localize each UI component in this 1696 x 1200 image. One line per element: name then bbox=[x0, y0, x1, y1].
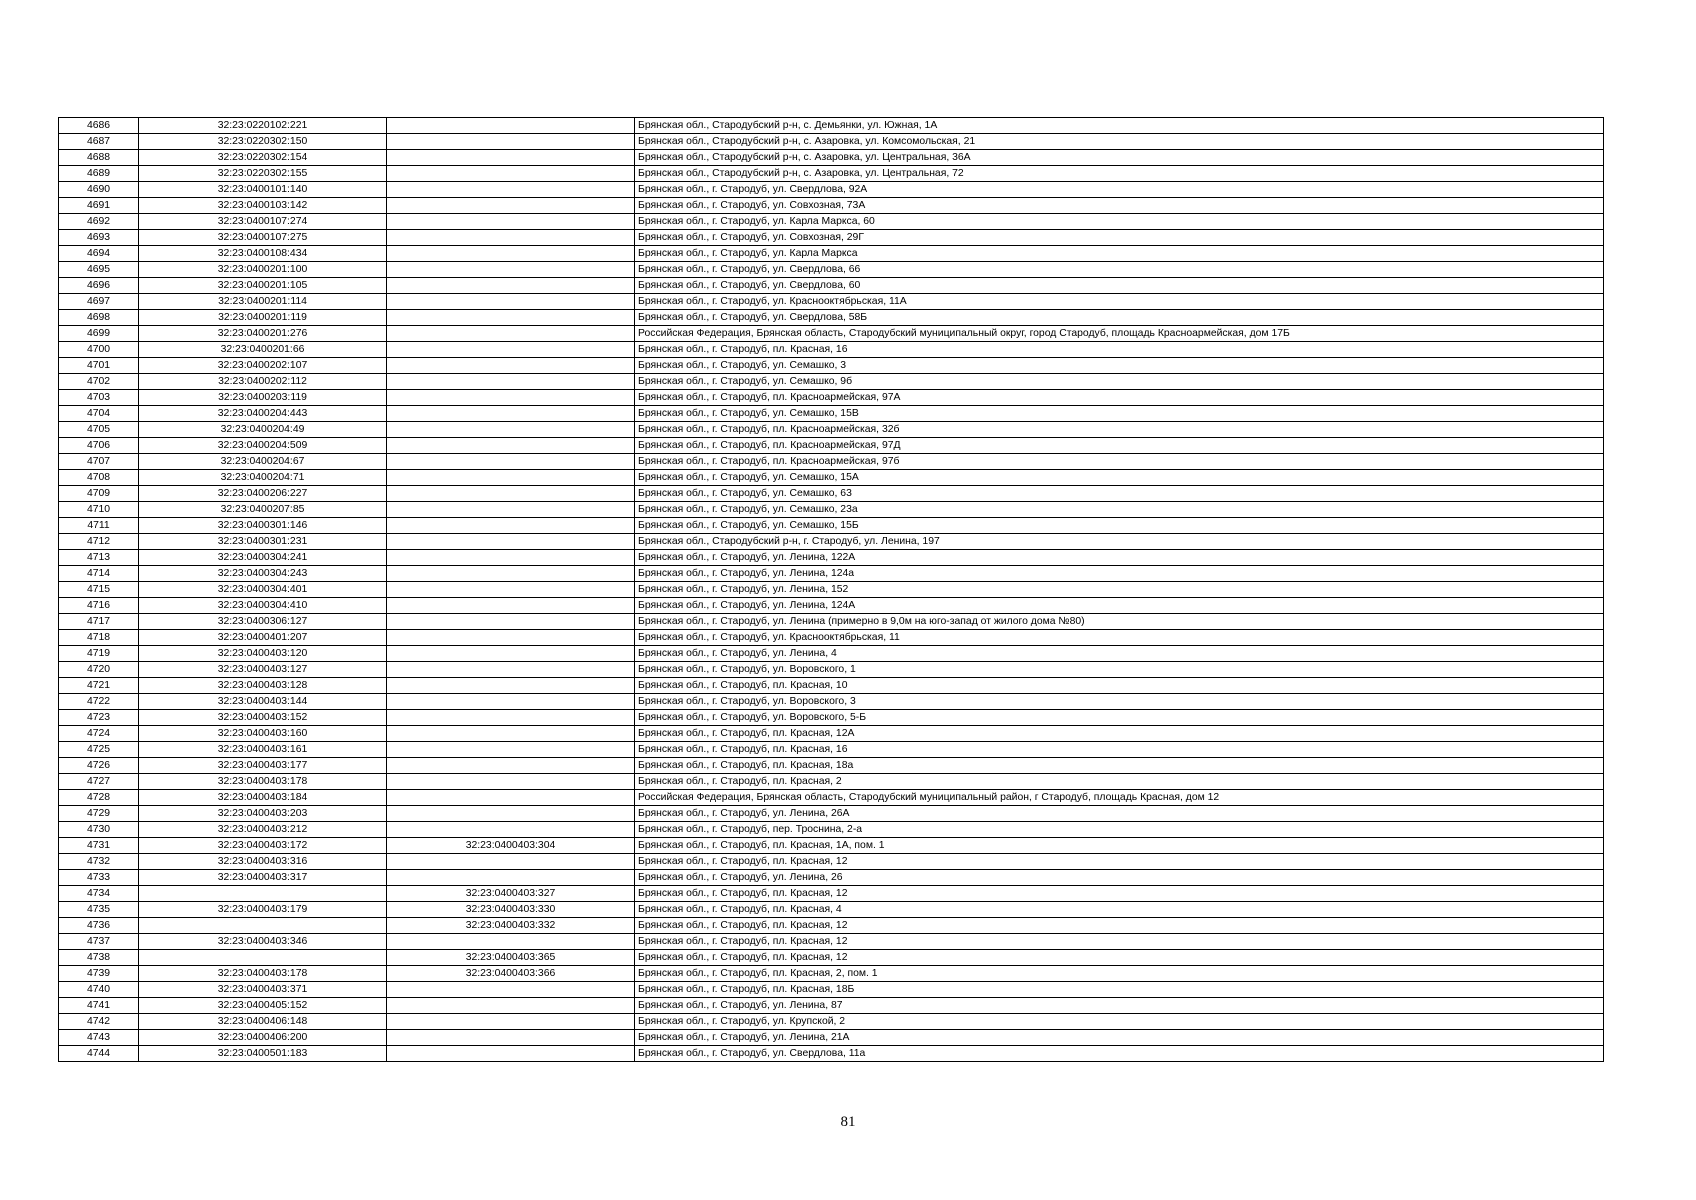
row-number-cell: 4723 bbox=[59, 710, 139, 726]
cadastral-number-cell: 32:23:0220102:221 bbox=[139, 118, 387, 134]
row-number-cell: 4701 bbox=[59, 358, 139, 374]
table-row bbox=[59, 406, 1604, 422]
parent-cadastral-number-cell: 32:23:0400403:304 bbox=[387, 838, 635, 854]
table-row bbox=[59, 726, 1604, 742]
address-cell: Брянская обл., г. Стародуб, пл. Красная, 18а bbox=[635, 758, 1604, 774]
row-number-cell: 4689 bbox=[59, 166, 139, 182]
table-row bbox=[59, 822, 1604, 838]
row-number-cell: 4717 bbox=[59, 614, 139, 630]
cadastral-number-cell: 32:23:0400401:207 bbox=[139, 630, 387, 646]
cadastral-number-cell bbox=[139, 918, 387, 934]
page-number: 81 bbox=[840, 1114, 856, 1130]
address-cell: Брянская обл., г. Стародуб, ул. Ленина, 26А bbox=[635, 806, 1604, 822]
row-number-cell: 4732 bbox=[59, 854, 139, 870]
parent-cadastral-number-cell bbox=[387, 806, 635, 822]
row-number-cell: 4707 bbox=[59, 454, 139, 470]
parent-cadastral-number-cell bbox=[387, 550, 635, 566]
row-number-cell: 4736 bbox=[59, 918, 139, 934]
row-number-cell: 4692 bbox=[59, 214, 139, 230]
table-row bbox=[59, 534, 1604, 550]
address-cell: Брянская обл., г. Стародуб, ул. Семашко, 23а bbox=[635, 502, 1604, 518]
registry-table-body bbox=[59, 118, 1604, 1062]
row-number-cell: 4710 bbox=[59, 502, 139, 518]
row-number-cell: 4718 bbox=[59, 630, 139, 646]
cadastral-number-cell: 32:23:0400201:66 bbox=[139, 342, 387, 358]
table-row bbox=[59, 214, 1604, 230]
parent-cadastral-number-cell: 32:23:0400403:327 bbox=[387, 886, 635, 902]
address-cell: Брянская обл., г. Стародуб, ул. Ленина, 152 bbox=[635, 582, 1604, 598]
cadastral-number-cell: 32:23:0400403:172 bbox=[139, 838, 387, 854]
address-cell: Брянская обл., г. Стародуб, ул. Карла Маркса, 60 bbox=[635, 214, 1604, 230]
parent-cadastral-number-cell bbox=[387, 582, 635, 598]
table-row bbox=[59, 774, 1604, 790]
cadastral-number-cell: 32:23:0400202:107 bbox=[139, 358, 387, 374]
table-row bbox=[59, 662, 1604, 678]
parent-cadastral-number-cell bbox=[387, 150, 635, 166]
cadastral-number-cell: 32:23:0400403:160 bbox=[139, 726, 387, 742]
address-cell: Брянская обл., г. Стародуб, ул. Крупской, 2 bbox=[635, 1014, 1604, 1030]
parent-cadastral-number-cell bbox=[387, 854, 635, 870]
row-number-cell: 4687 bbox=[59, 134, 139, 150]
row-number-cell: 4727 bbox=[59, 774, 139, 790]
row-number-cell: 4733 bbox=[59, 870, 139, 886]
table-row bbox=[59, 950, 1604, 966]
address-cell: Брянская обл., г. Стародуб, ул. Семашко, 15А bbox=[635, 470, 1604, 486]
address-cell: Брянская обл., г. Стародуб, пл. Красная, 1А, пом. 1 bbox=[635, 838, 1604, 854]
address-cell: Брянская обл., г. Стародуб, пл. Красная, 12 bbox=[635, 918, 1604, 934]
table-row bbox=[59, 758, 1604, 774]
address-cell: Брянская обл., г. Стародуб, ул. Ленина, 124а bbox=[635, 566, 1604, 582]
cadastral-number-cell: 32:23:0400204:71 bbox=[139, 470, 387, 486]
row-number-cell: 4695 bbox=[59, 262, 139, 278]
parent-cadastral-number-cell bbox=[387, 790, 635, 806]
row-number-cell: 4726 bbox=[59, 758, 139, 774]
parent-cadastral-number-cell bbox=[387, 726, 635, 742]
parent-cadastral-number-cell bbox=[387, 758, 635, 774]
address-cell: Брянская обл., г. Стародуб, пл. Красноармейская, 97Д bbox=[635, 438, 1604, 454]
cadastral-number-cell: 32:23:0400501:183 bbox=[139, 1046, 387, 1062]
table-row bbox=[59, 790, 1604, 806]
table-row bbox=[59, 870, 1604, 886]
row-number-cell: 4740 bbox=[59, 982, 139, 998]
parent-cadastral-number-cell bbox=[387, 326, 635, 342]
parent-cadastral-number-cell: 32:23:0400403:330 bbox=[387, 902, 635, 918]
parent-cadastral-number-cell: 32:23:0400403:332 bbox=[387, 918, 635, 934]
table-row bbox=[59, 742, 1604, 758]
row-number-cell: 4712 bbox=[59, 534, 139, 550]
address-cell: Брянская обл., г. Стародуб, ул. Семашко, 15В bbox=[635, 406, 1604, 422]
table-row bbox=[59, 182, 1604, 198]
row-number-cell: 4734 bbox=[59, 886, 139, 902]
address-cell: Российская Федерация, Брянская область, Стародубский муниципальный округ, город Стародуб, площадь Красноармейская, дом 17Б bbox=[635, 326, 1604, 342]
row-number-cell: 4741 bbox=[59, 998, 139, 1014]
address-cell: Брянская обл., г. Стародуб, ул. Свердлова, 58Б bbox=[635, 310, 1604, 326]
row-number-cell: 4711 bbox=[59, 518, 139, 534]
address-cell: Брянская обл., г. Стародуб, ул. Семашко, 3 bbox=[635, 358, 1604, 374]
table-row bbox=[59, 582, 1604, 598]
address-cell: Брянская обл., г. Стародуб, пл. Красная, 12 bbox=[635, 854, 1604, 870]
parent-cadastral-number-cell bbox=[387, 534, 635, 550]
row-number-cell: 4694 bbox=[59, 246, 139, 262]
row-number-cell: 4739 bbox=[59, 966, 139, 982]
parent-cadastral-number-cell bbox=[387, 246, 635, 262]
table-row bbox=[59, 358, 1604, 374]
parent-cadastral-number-cell bbox=[387, 982, 635, 998]
parent-cadastral-number-cell bbox=[387, 438, 635, 454]
table-row bbox=[59, 198, 1604, 214]
table-row bbox=[59, 518, 1604, 534]
row-number-cell: 4725 bbox=[59, 742, 139, 758]
parent-cadastral-number-cell bbox=[387, 710, 635, 726]
cadastral-number-cell: 32:23:0400406:148 bbox=[139, 1014, 387, 1030]
table-row bbox=[59, 614, 1604, 630]
table-row bbox=[59, 294, 1604, 310]
address-cell: Брянская обл., г. Стародуб, ул. Воровского, 3 bbox=[635, 694, 1604, 710]
address-cell: Брянская обл., Стародубский р-н, с. Демьянки, ул. Южная, 1А bbox=[635, 118, 1604, 134]
row-number-cell: 4699 bbox=[59, 326, 139, 342]
cadastral-number-cell: 32:23:0400403:317 bbox=[139, 870, 387, 886]
row-number-cell: 4721 bbox=[59, 678, 139, 694]
address-cell: Брянская обл., г. Стародуб, пл. Красная, 2, пом. 1 bbox=[635, 966, 1604, 982]
table-row bbox=[59, 326, 1604, 342]
row-number-cell: 4720 bbox=[59, 662, 139, 678]
row-number-cell: 4698 bbox=[59, 310, 139, 326]
table-row bbox=[59, 502, 1604, 518]
row-number-cell: 4728 bbox=[59, 790, 139, 806]
cadastral-number-cell: 32:23:0400403:346 bbox=[139, 934, 387, 950]
table-row bbox=[59, 982, 1604, 998]
cadastral-number-cell: 32:23:0400304:401 bbox=[139, 582, 387, 598]
parent-cadastral-number-cell bbox=[387, 742, 635, 758]
row-number-cell: 4697 bbox=[59, 294, 139, 310]
row-number-cell: 4730 bbox=[59, 822, 139, 838]
row-number-cell: 4691 bbox=[59, 198, 139, 214]
table-row bbox=[59, 1030, 1604, 1046]
address-cell: Брянская обл., г. Стародуб, пл. Красная, 4 bbox=[635, 902, 1604, 918]
cadastral-number-cell: 32:23:0400204:67 bbox=[139, 454, 387, 470]
address-cell: Брянская обл., г. Стародуб, пл. Красноармейская, 32б bbox=[635, 422, 1604, 438]
row-number-cell: 4704 bbox=[59, 406, 139, 422]
parent-cadastral-number-cell bbox=[387, 630, 635, 646]
parent-cadastral-number-cell bbox=[387, 342, 635, 358]
table-row bbox=[59, 918, 1604, 934]
row-number-cell: 4703 bbox=[59, 390, 139, 406]
address-cell: Брянская обл., г. Стародуб, ул. Ленина, 124А bbox=[635, 598, 1604, 614]
row-number-cell: 4709 bbox=[59, 486, 139, 502]
row-number-cell: 4700 bbox=[59, 342, 139, 358]
table-row bbox=[59, 806, 1604, 822]
row-number-cell: 4690 bbox=[59, 182, 139, 198]
registry-table bbox=[58, 117, 1604, 1062]
row-number-cell: 4714 bbox=[59, 566, 139, 582]
row-number-cell: 4688 bbox=[59, 150, 139, 166]
table-row bbox=[59, 710, 1604, 726]
table-row bbox=[59, 422, 1604, 438]
parent-cadastral-number-cell bbox=[387, 166, 635, 182]
row-number-cell: 4706 bbox=[59, 438, 139, 454]
cadastral-number-cell: 32:23:0400403:184 bbox=[139, 790, 387, 806]
address-cell: Брянская обл., г. Стародуб, ул. Свердлова, 60 bbox=[635, 278, 1604, 294]
cadastral-number-cell: 32:23:0400304:243 bbox=[139, 566, 387, 582]
address-cell: Брянская обл., г. Стародуб, пер. Троснина, 2-а bbox=[635, 822, 1604, 838]
cadastral-number-cell: 32:23:0400201:100 bbox=[139, 262, 387, 278]
cadastral-number-cell: 32:23:0400403:203 bbox=[139, 806, 387, 822]
address-cell: Брянская обл., Стародубский р-н, г. Стародуб, ул. Ленина, 197 bbox=[635, 534, 1604, 550]
cadastral-number-cell: 32:23:0400403:128 bbox=[139, 678, 387, 694]
parent-cadastral-number-cell bbox=[387, 230, 635, 246]
row-number-cell: 4713 bbox=[59, 550, 139, 566]
cadastral-number-cell: 32:23:0400201:276 bbox=[139, 326, 387, 342]
address-cell: Брянская обл., г. Стародуб, пл. Красная, 12 bbox=[635, 934, 1604, 950]
address-cell: Брянская обл., г. Стародуб, пл. Красноармейская, 97А bbox=[635, 390, 1604, 406]
address-cell: Брянская обл., г. Стародуб, ул. Ленина (примерно в 9,0м на юго-запад от жилого дома №80) bbox=[635, 614, 1604, 630]
address-cell: Брянская обл., г. Стародуб, ул. Свердлова, 11а bbox=[635, 1046, 1604, 1062]
row-number-cell: 4743 bbox=[59, 1030, 139, 1046]
table-row bbox=[59, 678, 1604, 694]
table-row bbox=[59, 246, 1604, 262]
address-cell: Российская Федерация, Брянская область, Стародубский муниципальный район, г Стародуб, площадь Красная, дом 12 bbox=[635, 790, 1604, 806]
address-cell: Брянская обл., г. Стародуб, ул. Свердлова, 66 bbox=[635, 262, 1604, 278]
address-cell: Брянская обл., Стародубский р-н, с. Азаровка, ул. Центральная, 36А bbox=[635, 150, 1604, 166]
parent-cadastral-number-cell bbox=[387, 198, 635, 214]
address-cell: Брянская обл., г. Стародуб, ул. Ленина, 26 bbox=[635, 870, 1604, 886]
cadastral-number-cell: 32:23:0400403:212 bbox=[139, 822, 387, 838]
parent-cadastral-number-cell: 32:23:0400403:366 bbox=[387, 966, 635, 982]
table-row bbox=[59, 438, 1604, 454]
parent-cadastral-number-cell bbox=[387, 406, 635, 422]
address-cell: Брянская обл., г. Стародуб, ул. Краснооктябрьская, 11А bbox=[635, 294, 1604, 310]
table-row bbox=[59, 838, 1604, 854]
cadastral-number-cell: 32:23:0400206:227 bbox=[139, 486, 387, 502]
row-number-cell: 4742 bbox=[59, 1014, 139, 1030]
cadastral-number-cell: 32:23:0220302:155 bbox=[139, 166, 387, 182]
parent-cadastral-number-cell bbox=[387, 422, 635, 438]
cadastral-number-cell: 32:23:0400108:434 bbox=[139, 246, 387, 262]
cadastral-number-cell: 32:23:0400406:200 bbox=[139, 1030, 387, 1046]
address-cell: Брянская обл., г. Стародуб, ул. Воровского, 1 bbox=[635, 662, 1604, 678]
row-number-cell: 4737 bbox=[59, 934, 139, 950]
table-row bbox=[59, 1046, 1604, 1062]
parent-cadastral-number-cell bbox=[387, 598, 635, 614]
address-cell: Брянская обл., г. Стародуб, пл. Красная, 16 bbox=[635, 742, 1604, 758]
parent-cadastral-number-cell bbox=[387, 390, 635, 406]
address-cell: Брянская обл., г. Стародуб, ул. Ленина, 21А bbox=[635, 1030, 1604, 1046]
address-cell: Брянская обл., г. Стародуб, пл. Красноармейская, 97б bbox=[635, 454, 1604, 470]
cadastral-number-cell: 32:23:0400403:371 bbox=[139, 982, 387, 998]
parent-cadastral-number-cell bbox=[387, 470, 635, 486]
cadastral-number-cell: 32:23:0400403:178 bbox=[139, 774, 387, 790]
cadastral-number-cell: 32:23:0400103:142 bbox=[139, 198, 387, 214]
cadastral-number-cell: 32:23:0220302:150 bbox=[139, 134, 387, 150]
table-row bbox=[59, 486, 1604, 502]
cadastral-number-cell: 32:23:0400107:275 bbox=[139, 230, 387, 246]
address-cell: Брянская обл., г. Стародуб, ул. Ленина, 4 bbox=[635, 646, 1604, 662]
address-cell: Брянская обл., г. Стародуб, ул. Краснооктябрьская, 11 bbox=[635, 630, 1604, 646]
parent-cadastral-number-cell bbox=[387, 502, 635, 518]
parent-cadastral-number-cell bbox=[387, 518, 635, 534]
table-row bbox=[59, 310, 1604, 326]
cadastral-number-cell: 32:23:0400101:140 bbox=[139, 182, 387, 198]
table-row bbox=[59, 1014, 1604, 1030]
row-number-cell: 4702 bbox=[59, 374, 139, 390]
table-row bbox=[59, 150, 1604, 166]
row-number-cell: 4705 bbox=[59, 422, 139, 438]
cadastral-number-cell bbox=[139, 886, 387, 902]
table-row bbox=[59, 118, 1604, 134]
row-number-cell: 4708 bbox=[59, 470, 139, 486]
address-cell: Брянская обл., г. Стародуб, ул. Совхозная, 73А bbox=[635, 198, 1604, 214]
cadastral-number-cell: 32:23:0400301:231 bbox=[139, 534, 387, 550]
cadastral-number-cell: 32:23:0400107:274 bbox=[139, 214, 387, 230]
parent-cadastral-number-cell bbox=[387, 694, 635, 710]
cadastral-number-cell: 32:23:0400403:161 bbox=[139, 742, 387, 758]
cadastral-number-cell: 32:23:0400403:152 bbox=[139, 710, 387, 726]
cadastral-number-cell: 32:23:0400201:105 bbox=[139, 278, 387, 294]
cadastral-number-cell: 32:23:0400301:146 bbox=[139, 518, 387, 534]
table-row bbox=[59, 854, 1604, 870]
parent-cadastral-number-cell bbox=[387, 294, 635, 310]
cadastral-number-cell: 32:23:0400201:119 bbox=[139, 310, 387, 326]
table-row bbox=[59, 646, 1604, 662]
address-cell: Брянская обл., г. Стародуб, ул. Воровского, 5-Б bbox=[635, 710, 1604, 726]
address-cell: Брянская обл., г. Стародуб, пл. Красная, 10 bbox=[635, 678, 1604, 694]
table-row bbox=[59, 694, 1604, 710]
table-row bbox=[59, 470, 1604, 486]
address-cell: Брянская обл., г. Стародуб, ул. Семашко, 9б bbox=[635, 374, 1604, 390]
address-cell: Брянская обл., г. Стародуб, пл. Красная, 12 bbox=[635, 950, 1604, 966]
row-number-cell: 4744 bbox=[59, 1046, 139, 1062]
cadastral-number-cell: 32:23:0400403:178 bbox=[139, 966, 387, 982]
cadastral-number-cell: 32:23:0400203:119 bbox=[139, 390, 387, 406]
row-number-cell: 4686 bbox=[59, 118, 139, 134]
address-cell: Брянская обл., г. Стародуб, ул. Ленина, 122А bbox=[635, 550, 1604, 566]
parent-cadastral-number-cell bbox=[387, 262, 635, 278]
cadastral-number-cell: 32:23:0400403:127 bbox=[139, 662, 387, 678]
address-cell: Брянская обл., г. Стародуб, пл. Красная, 16 bbox=[635, 342, 1604, 358]
parent-cadastral-number-cell bbox=[387, 774, 635, 790]
table-row bbox=[59, 262, 1604, 278]
cadastral-number-cell: 32:23:0400204:509 bbox=[139, 438, 387, 454]
cadastral-number-cell: 32:23:0400202:112 bbox=[139, 374, 387, 390]
cadastral-number-cell: 32:23:0400306:127 bbox=[139, 614, 387, 630]
table-row bbox=[59, 566, 1604, 582]
parent-cadastral-number-cell bbox=[387, 454, 635, 470]
address-cell: Брянская обл., Стародубский р-н, с. Азаровка, ул. Комсомольская, 21 bbox=[635, 134, 1604, 150]
cadastral-number-cell: 32:23:0400405:152 bbox=[139, 998, 387, 1014]
cadastral-number-cell bbox=[139, 950, 387, 966]
cadastral-number-cell: 32:23:0400304:410 bbox=[139, 598, 387, 614]
parent-cadastral-number-cell bbox=[387, 182, 635, 198]
table-row bbox=[59, 166, 1604, 182]
parent-cadastral-number-cell: 32:23:0400403:365 bbox=[387, 950, 635, 966]
cadastral-number-cell: 32:23:0400304:241 bbox=[139, 550, 387, 566]
parent-cadastral-number-cell bbox=[387, 1030, 635, 1046]
address-cell: Брянская обл., г. Стародуб, ул. Карла Маркса bbox=[635, 246, 1604, 262]
parent-cadastral-number-cell bbox=[387, 646, 635, 662]
parent-cadastral-number-cell bbox=[387, 486, 635, 502]
table-row bbox=[59, 886, 1604, 902]
parent-cadastral-number-cell bbox=[387, 118, 635, 134]
parent-cadastral-number-cell bbox=[387, 278, 635, 294]
table-row bbox=[59, 374, 1604, 390]
address-cell: Брянская обл., г. Стародуб, пл. Красная, 12 bbox=[635, 886, 1604, 902]
address-cell: Брянская обл., г. Стародуб, пл. Красная, 2 bbox=[635, 774, 1604, 790]
address-cell: Брянская обл., г. Стародуб, ул. Семашко, 63 bbox=[635, 486, 1604, 502]
cadastral-number-cell: 32:23:0400204:49 bbox=[139, 422, 387, 438]
table-row bbox=[59, 902, 1604, 918]
cadastral-number-cell: 32:23:0400201:114 bbox=[139, 294, 387, 310]
row-number-cell: 4724 bbox=[59, 726, 139, 742]
cadastral-number-cell: 32:23:0400403:316 bbox=[139, 854, 387, 870]
address-cell: Брянская обл., Стародубский р-н, с. Азаровка, ул. Центральная, 72 bbox=[635, 166, 1604, 182]
cadastral-number-cell: 32:23:0400403:179 bbox=[139, 902, 387, 918]
table-row bbox=[59, 550, 1604, 566]
row-number-cell: 4738 bbox=[59, 950, 139, 966]
table-row bbox=[59, 630, 1604, 646]
parent-cadastral-number-cell bbox=[387, 374, 635, 390]
address-cell: Брянская обл., г. Стародуб, ул. Свердлова, 92А bbox=[635, 182, 1604, 198]
table-row bbox=[59, 278, 1604, 294]
parent-cadastral-number-cell bbox=[387, 214, 635, 230]
table-row bbox=[59, 998, 1604, 1014]
row-number-cell: 4696 bbox=[59, 278, 139, 294]
table-row bbox=[59, 934, 1604, 950]
parent-cadastral-number-cell bbox=[387, 822, 635, 838]
row-number-cell: 4729 bbox=[59, 806, 139, 822]
address-cell: Брянская обл., г. Стародуб, пл. Красная, 18Б bbox=[635, 982, 1604, 998]
table-row bbox=[59, 342, 1604, 358]
cadastral-number-cell: 32:23:0400403:177 bbox=[139, 758, 387, 774]
address-cell: Брянская обл., г. Стародуб, ул. Семашко, 15Б bbox=[635, 518, 1604, 534]
address-cell: Брянская обл., г. Стародуб, ул. Ленина, 87 bbox=[635, 998, 1604, 1014]
parent-cadastral-number-cell bbox=[387, 934, 635, 950]
row-number-cell: 4719 bbox=[59, 646, 139, 662]
parent-cadastral-number-cell bbox=[387, 662, 635, 678]
cadastral-number-cell: 32:23:0400207:85 bbox=[139, 502, 387, 518]
cadastral-number-cell: 32:23:0400403:120 bbox=[139, 646, 387, 662]
parent-cadastral-number-cell bbox=[387, 998, 635, 1014]
parent-cadastral-number-cell bbox=[387, 134, 635, 150]
parent-cadastral-number-cell bbox=[387, 1014, 635, 1030]
parent-cadastral-number-cell bbox=[387, 310, 635, 326]
cadastral-number-cell: 32:23:0400403:144 bbox=[139, 694, 387, 710]
row-number-cell: 4731 bbox=[59, 838, 139, 854]
address-cell: Брянская обл., г. Стародуб, ул. Совхозная, 29Г bbox=[635, 230, 1604, 246]
parent-cadastral-number-cell bbox=[387, 566, 635, 582]
table-row bbox=[59, 598, 1604, 614]
cadastral-number-cell: 32:23:0400204:443 bbox=[139, 406, 387, 422]
row-number-cell: 4693 bbox=[59, 230, 139, 246]
row-number-cell: 4735 bbox=[59, 902, 139, 918]
row-number-cell: 4722 bbox=[59, 694, 139, 710]
row-number-cell: 4716 bbox=[59, 598, 139, 614]
parent-cadastral-number-cell bbox=[387, 358, 635, 374]
table-row bbox=[59, 966, 1604, 982]
address-cell: Брянская обл., г. Стародуб, пл. Красная, 12А bbox=[635, 726, 1604, 742]
table-row bbox=[59, 134, 1604, 150]
parent-cadastral-number-cell bbox=[387, 614, 635, 630]
table-row bbox=[59, 454, 1604, 470]
table-row bbox=[59, 230, 1604, 246]
table-row bbox=[59, 390, 1604, 406]
row-number-cell: 4715 bbox=[59, 582, 139, 598]
cadastral-number-cell: 32:23:0220302:154 bbox=[139, 150, 387, 166]
parent-cadastral-number-cell bbox=[387, 870, 635, 886]
parent-cadastral-number-cell bbox=[387, 1046, 635, 1062]
parent-cadastral-number-cell bbox=[387, 678, 635, 694]
